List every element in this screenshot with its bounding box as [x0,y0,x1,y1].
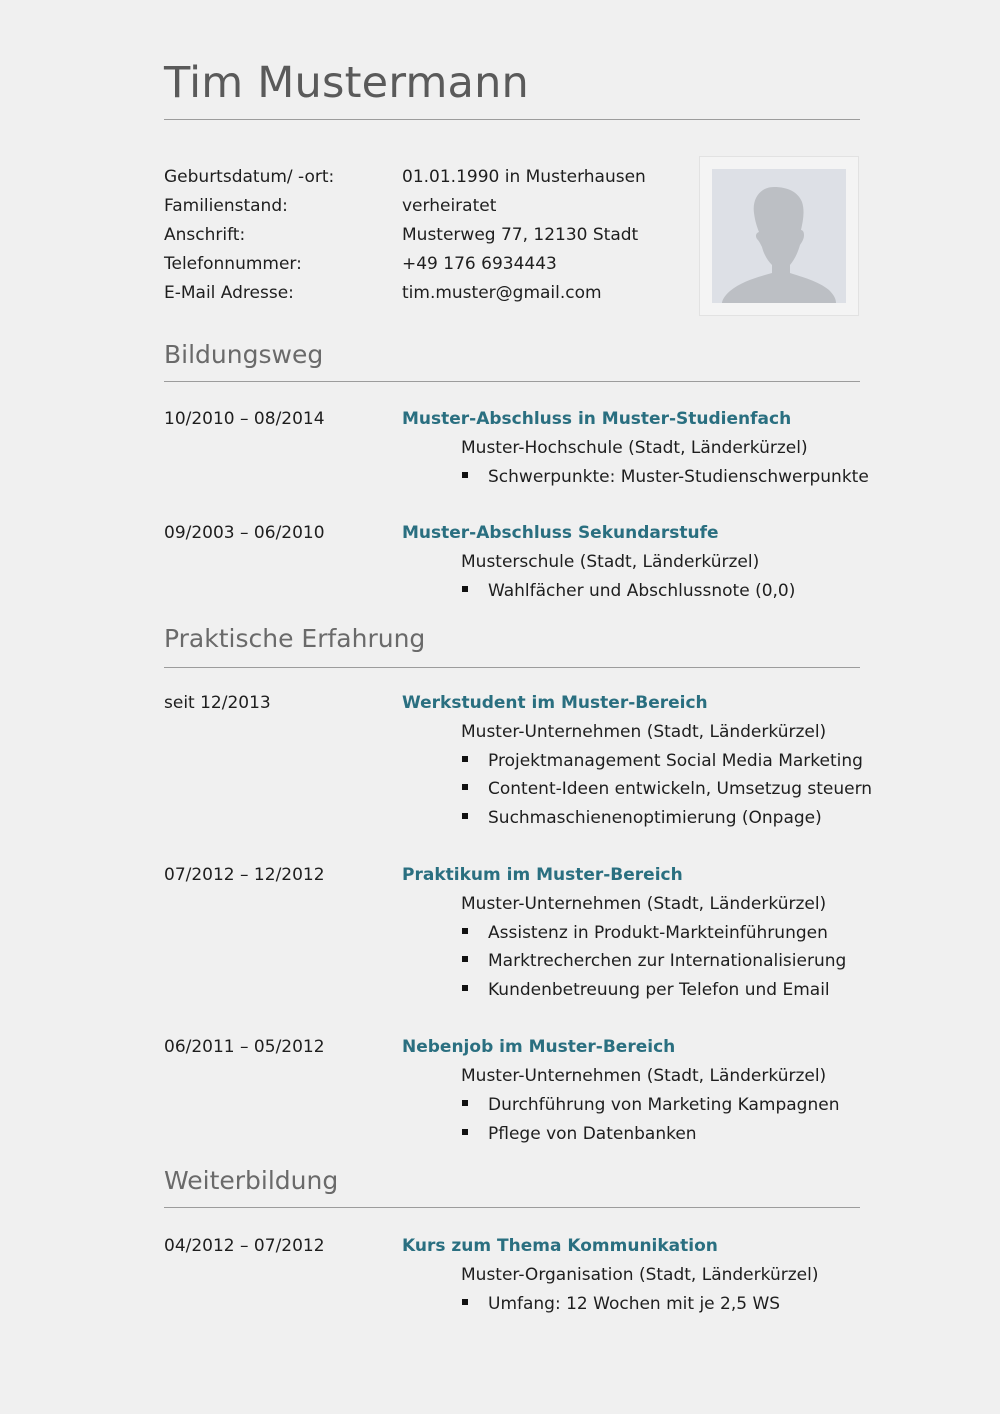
personal-value-email: tim.muster@gmail.com [402,283,602,303]
training-title-1: Kurs zum Thema Kommunikation [402,1236,718,1256]
section-divider-experience [164,667,860,668]
personal-value-address: Musterweg 77, 12130 Stadt [402,225,639,245]
list-item: Pflege von Datenbanken [462,1124,697,1144]
section-divider-education [164,381,860,382]
training-institution-1: Muster-Organisation (Stadt, Länderkürzel) [461,1265,819,1285]
experience-institution-1: Muster-Unternehmen (Stadt, Länderkürzel) [461,722,827,742]
education-institution-1: Muster-Hochschule (Stadt, Länderkürzel) [461,438,808,458]
experience-title-1: Werkstudent im Muster-Bereich [402,693,708,713]
experience-date-1: seit 12/2013 [164,693,271,713]
experience-title-3: Nebenjob im Muster-Bereich [402,1037,676,1057]
personal-label-marital: Familienstand: [164,196,288,216]
title-divider [164,119,860,120]
experience-institution-3: Muster-Unternehmen (Stadt, Länderkürzel) [461,1066,827,1086]
bullet-icon [462,784,468,790]
personal-value-phone: +49 176 6934443 [402,254,557,274]
bullet-icon [462,956,468,962]
list-item: Umfang: 12 Wochen mit je 2,5 WS [462,1294,780,1314]
personal-label-phone: Telefonnummer: [164,254,302,274]
experience-date-3: 06/2011 – 05/2012 [164,1037,325,1057]
list-item: Content-Ideen entwickeln, Umsetzug steuern [462,779,872,799]
bullet-icon [462,1100,468,1106]
photo-frame [699,156,859,316]
personal-label-birth: Geburtsdatum/ -ort: [164,167,335,187]
section-title-education: Bildungsweg [164,340,324,369]
education-title-1: Muster-Abschluss in Muster-Studienfach [402,409,792,429]
education-institution-2: Musterschule (Stadt, Länderkürzel) [461,552,760,572]
list-item: Wahlfächer und Abschlussnote (0,0) [462,581,795,601]
bullet-icon [462,813,468,819]
bullet-icon [462,928,468,934]
list-item: Durchführung von Marketing Kampagnen [462,1095,839,1115]
page-title: Tim Mustermann [164,58,529,108]
personal-value-marital: verheiratet [402,196,497,216]
section-divider-training [164,1207,860,1208]
section-title-experience: Praktische Erfahrung [164,624,426,653]
person-silhouette-icon [712,169,846,303]
list-item: Suchmaschienenoptimierung (Onpage) [462,808,822,828]
bullet-icon [462,756,468,762]
experience-date-2: 07/2012 – 12/2012 [164,865,325,885]
section-title-training: Weiterbildung [164,1166,339,1195]
bullet-icon [462,1129,468,1135]
education-date-2: 09/2003 – 06/2010 [164,523,325,543]
list-item: Kundenbetreuung per Telefon und Email [462,980,830,1000]
personal-label-email: E-Mail Adresse: [164,283,294,303]
bullet-icon [462,985,468,991]
list-item: Marktrecherchen zur Internationalisierung [462,951,846,971]
list-item: Schwerpunkte: Muster-Studienschwerpunkte [462,467,869,487]
personal-value-birth: 01.01.1990 in Musterhausen [402,167,646,187]
experience-title-2: Praktikum im Muster-Bereich [402,865,683,885]
training-date-1: 04/2012 – 07/2012 [164,1236,325,1256]
education-date-1: 10/2010 – 08/2014 [164,409,325,429]
education-title-2: Muster-Abschluss Sekundarstufe [402,523,719,543]
bullet-icon [462,586,468,592]
bullet-icon [462,1299,468,1305]
personal-label-address: Anschrift: [164,225,246,245]
list-item: Projektmanagement Social Media Marketing [462,751,863,771]
bullet-icon [462,472,468,478]
list-item: Assistenz in Produkt-Markteinführungen [462,923,828,943]
experience-institution-2: Muster-Unternehmen (Stadt, Länderkürzel) [461,894,827,914]
